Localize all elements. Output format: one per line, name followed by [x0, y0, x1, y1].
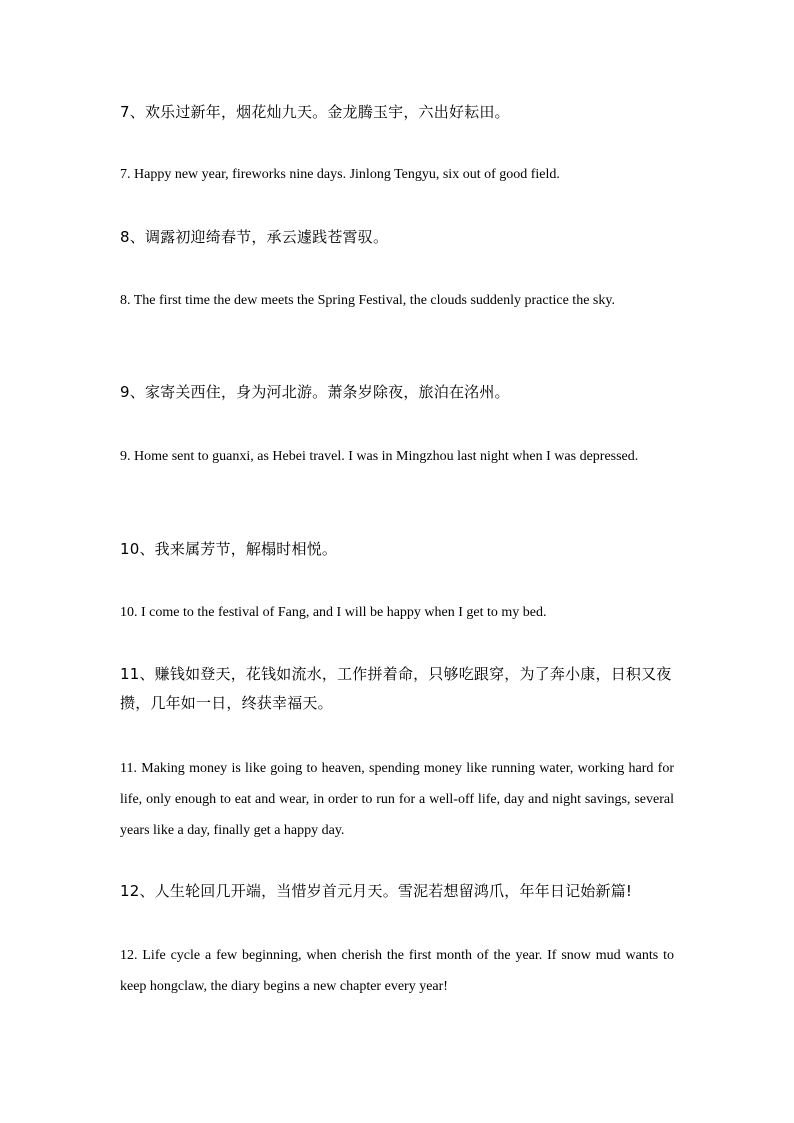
- paragraph-7-zh: 7、欢乐过新年，烟花灿九天。金龙腾玉宇，六出好耘田。: [120, 103, 510, 121]
- paragraph-9-zh: 9、家寄关西住，身为河北游。萧条岁除夜，旅泊在洺州。: [120, 383, 510, 401]
- paragraph-8-zh: 8、调露初迎绮春节，承云遽践苍霄驭。: [120, 228, 389, 246]
- paragraph-11-zh: 11、赚钱如登天，花钱如流水，工作拼着命，只够吃跟穿，为了奔小康，日积又夜攒，几年如一日，终获幸福天。: [120, 665, 672, 712]
- paragraph-9-en: 9. Home sent to guanxi, as Hebei travel. I was in Mingzhou last night when I was depressed.: [120, 449, 639, 464]
- paragraph-8-en: 8. The first time the dew meets the Spring Festival, the clouds suddenly practice the sky.: [120, 293, 615, 308]
- paragraph-10-en: 10. I come to the festival of Fang, and I will be happy when I get to my bed.: [120, 605, 547, 620]
- paragraph-12-en: 12. Life cycle a few beginning, when cherish the first month of the year. If snow mud wants to keep hongclaw, the diary begins a new chapter every year!: [120, 948, 674, 994]
- paragraph-12-zh: 12、人生轮回几开端，当惜岁首元月天。雪泥若想留鸿爪，年年日记始新篇!: [120, 882, 633, 900]
- paragraph-7-en: 7. Happy new year, fireworks nine days. Jinlong Tengyu, six out of good field.: [120, 167, 560, 182]
- paragraph-10-zh: 10、我来属芳节，解榻时相悦。: [120, 540, 338, 558]
- paragraph-11-en: 11. Making money is like going to heaven, spending money like running water, working hard for life, only enough to eat and wear, in order to run for a well-off life, day and night savings, several years like a day, finally get a happy day.: [120, 761, 674, 838]
